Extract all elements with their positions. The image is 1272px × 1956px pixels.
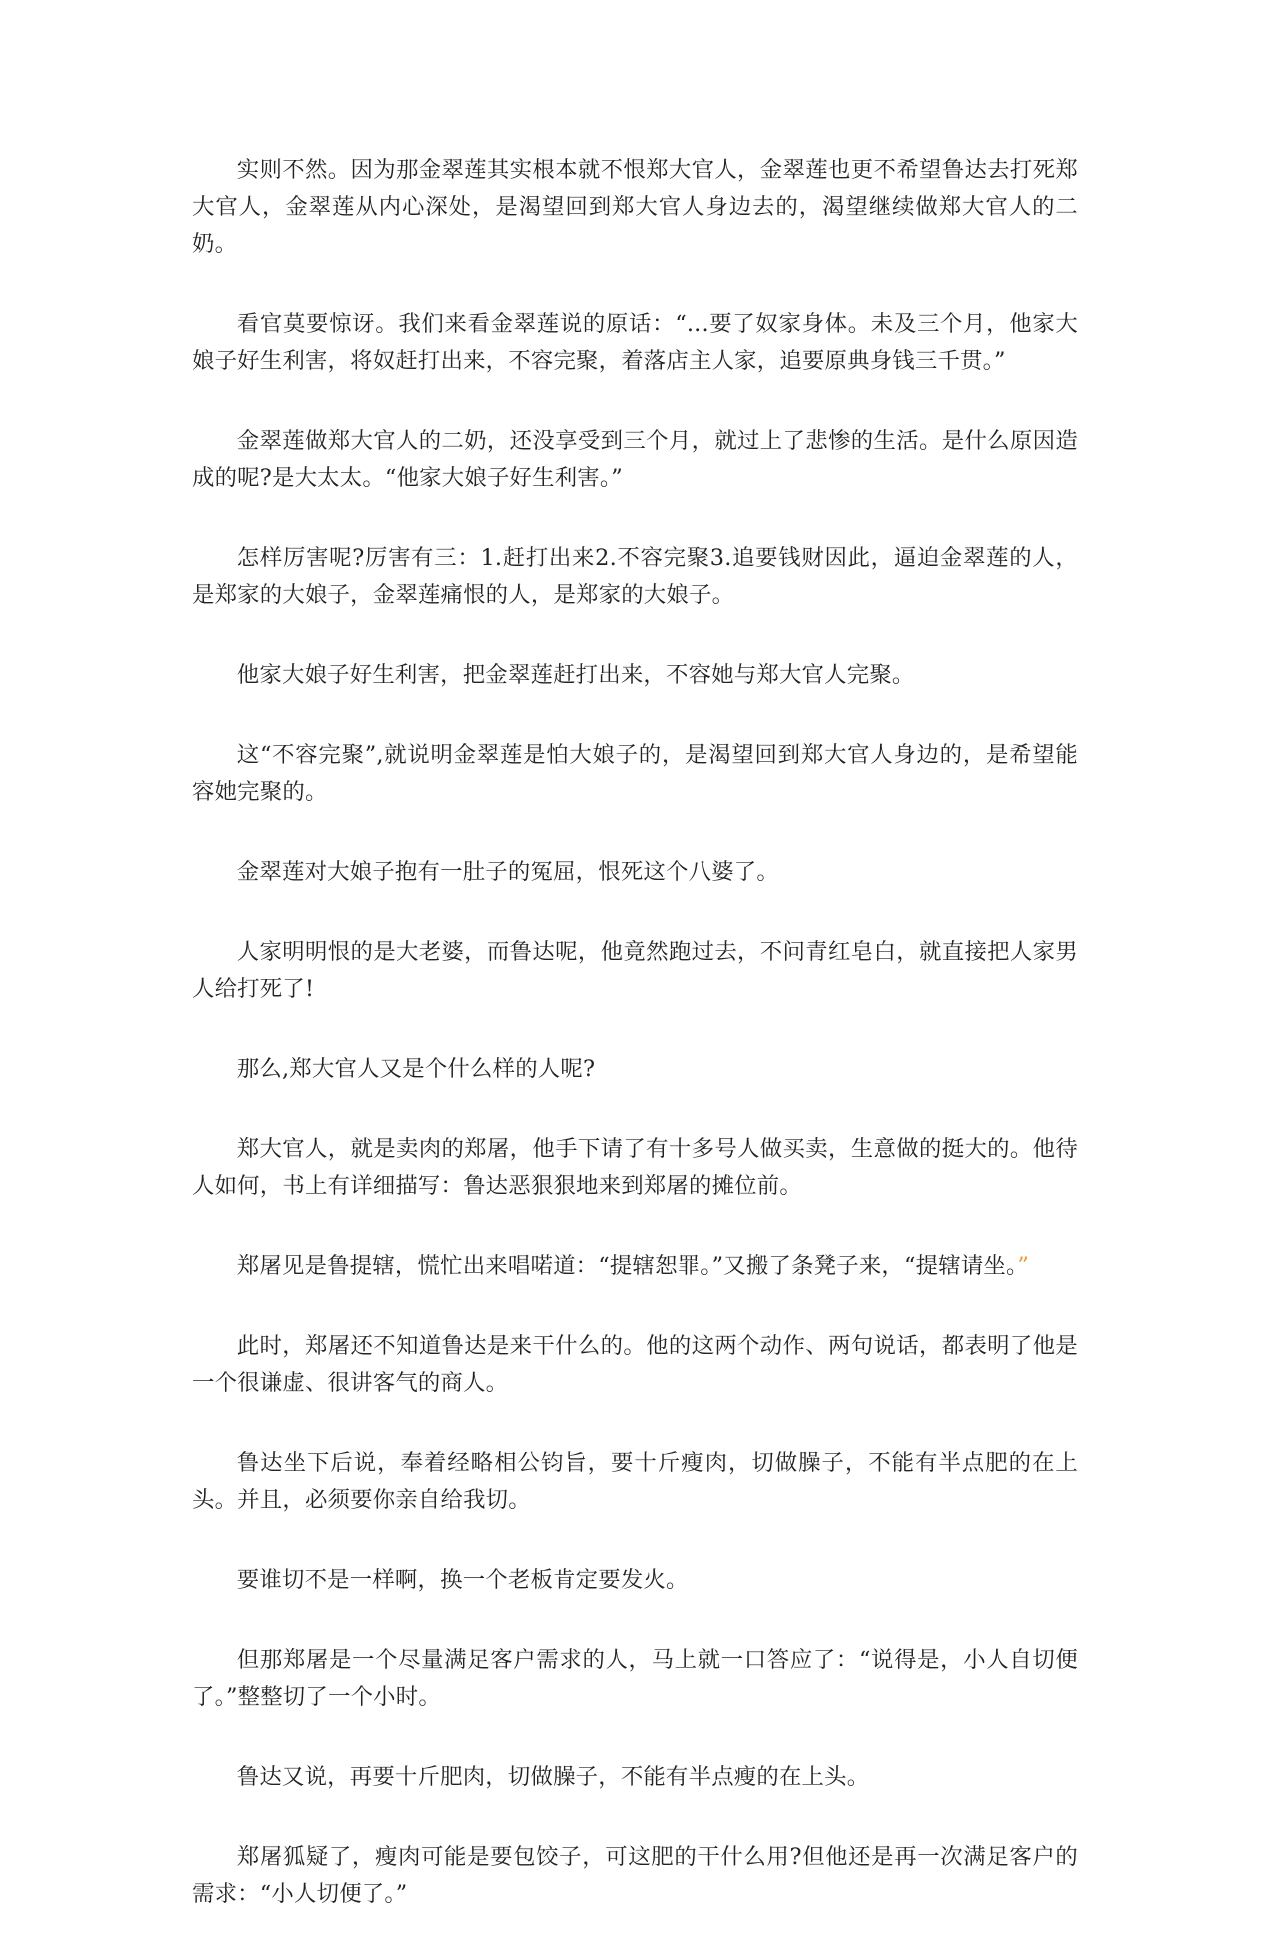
paragraph-4: 怎样厉害呢?厉害有三：1.赶打出来2.不容完聚3.追要钱财因此，逼迫金翠莲的人，是郑家的大娘子，金翠莲痛恨的人，是郑家的大娘子。 [192, 545, 1078, 608]
paragraph-12: 此时，郑屠还不知道鲁达是来干什么的。他的这两个动作、两句说话，都表明了他是一个很谦虚、很讲客气的商人。 [192, 1333, 1078, 1396]
paragraph-17: 郑屠狐疑了，瘦肉可能是要包饺子，可这肥的干什么用?但他还是再一次满足客户的需求：“小人切便了。” [192, 1844, 1078, 1907]
paragraph-2: 看官莫要惊讶。我们来看金翠莲说的原话：“...要了奴家身体。未及三个月，他家大娘子好生利害，将奴赶打出来，不容完聚，着落店主人家，追要原典身钱三千贯。” [192, 311, 1078, 374]
paragraph-11 [192, 1248, 1078, 1285]
paragraph-10: 郑大官人，就是卖肉的郑屠，他手下请了有十多号人做买卖，生意做的挺大的。他待人如何，书上有详细描写：鲁达恶狠狠地来到郑屠的摊位前。 [192, 1136, 1078, 1199]
paragraph-5: 他家大娘子好生利害，把金翠莲赶打出来，不容她与郑大官人完聚。 [236, 662, 915, 688]
paragraph-11-text: 郑屠见是鲁提辖，慌忙出来唱喏道：“提辖恕罪。”又搬了条凳子来，“提辖请坐。 [236, 1253, 1018, 1279]
paragraph-15: 但那郑屠是一个尽量满足客户需求的人，马上就一口答应了：“说得是，小人自切便了。”整整切了一个小时。 [192, 1647, 1078, 1710]
paragraph-7: 金翠莲对大娘子抱有一肚子的冤屈，恨死这个八婆了。 [236, 859, 779, 885]
paragraph-14: 要谁切不是一样啊，换一个老板肯定要发火。 [236, 1567, 689, 1593]
paragraph-16: 鲁达又说，再要十斤肥肉，切做臊子，不能有半点瘦的在上头。 [236, 1764, 870, 1790]
paragraph-1: 实则不然。因为那金翠莲其实根本就不恨郑大官人，金翠莲也更不希望鲁达去打死郑大官人，金翠莲从内心深处，是渴望回到郑大官人身边去的，渴望继续做郑大官人的二奶。 [192, 157, 1078, 257]
paragraph-9: 那么,郑大官人又是个什么样的人呢? [236, 1056, 596, 1082]
document-body [192, 152, 1078, 1956]
paragraph-6: 这“不容完聚”,就说明金翠莲是怕大娘子的，是渴望回到郑大官人身边的，是希望能容她完聚的。 [192, 742, 1078, 805]
paragraph-13: 鲁达坐下后说，奉着经略相公钧旨，要十斤瘦肉，切做臊子，不能有半点肥的在上头。并且，必须要你亲自给我切。 [192, 1450, 1078, 1513]
paragraph-8: 人家明明恨的是大老婆，而鲁达呢，他竟然跑过去，不问青红皂白，就直接把人家男人给打死了! [192, 939, 1078, 1002]
orange-closing-quote: ” [1017, 1253, 1030, 1279]
paragraph-3: 金翠莲做郑大官人的二奶，还没享受到三个月，就过上了悲惨的生活。是什么原因造成的呢?是大太太。“他家大娘子好生利害。” [192, 428, 1078, 491]
